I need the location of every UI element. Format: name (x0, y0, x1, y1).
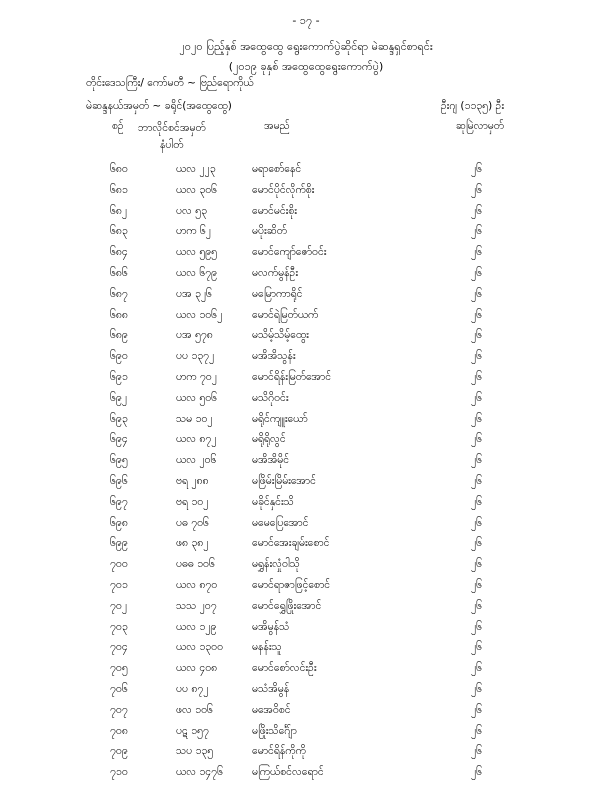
document-title: ၂၀၂၀ ပြည့်နှစ် အထွေထွေ ရွေးကောက်ပွဲဆိုင်ရာ မဲဆန္ဒရှင်စာရင်း (179, 40, 433, 53)
table-row (0, 725, 612, 746)
table-row (0, 329, 612, 350)
row-number: ၇၀၁ (110, 578, 128, 591)
row-id: ပဓ ၇၀၆ (176, 516, 209, 529)
row-number: ၆၉၅ (110, 454, 128, 467)
row-code: ၂၆ (471, 246, 483, 259)
row-name: မောင်ကျော်ဇော်ဝင်း (252, 246, 327, 259)
row-name: မောင်ရိန်းမြတ်အောင် (252, 370, 332, 383)
row-id: ပအ ၃၂၆ (176, 287, 212, 300)
table-row (0, 496, 612, 517)
table-row (0, 600, 612, 621)
row-name: မခိုင်နှင်းသိ (252, 495, 294, 508)
row-name: မရွှန်းလှုံဝါသို (252, 558, 300, 571)
row-name: မသိဂိုဝင်း (252, 391, 289, 404)
row-name: မဖြိုးသိင်္ဂျော် (252, 724, 297, 737)
row-id: ယလ ၈၇၀ (176, 578, 218, 591)
table-row (0, 288, 612, 309)
table-row (0, 745, 612, 766)
table-row (0, 662, 612, 683)
row-number: ၆၉၀ (110, 350, 128, 363)
row-number: ၆၉၁ (110, 370, 128, 383)
row-number: ၆၈၈ (110, 308, 128, 321)
table-row (0, 641, 612, 662)
row-number: ၆၉၃ (110, 412, 128, 425)
table-row (0, 309, 612, 330)
table-row (0, 558, 612, 579)
row-number: ၇၀၈ (110, 724, 128, 737)
row-id: သမ ၁၀၂ (176, 412, 213, 425)
row-id: ပပ ၈၇၂ (176, 682, 209, 695)
total-count: ဦးဂျ (၁၁၃၅) ဦး (440, 100, 504, 112)
row-name: မောင်မင်းစိုး (252, 204, 297, 217)
row-name: မရိုရိုလွင် (252, 433, 286, 446)
row-id: ပဋ ၁၅၇ (176, 724, 209, 737)
row-number: ၆၈၁ (110, 183, 128, 196)
row-code: ၂၆ (471, 662, 483, 675)
table-row (0, 433, 612, 454)
row-code: ၂၆ (471, 516, 483, 529)
row-name: မောင်ရာဇာဖြင့်စောင် (252, 578, 331, 591)
row-id: ယလ ၆၇၉ (176, 266, 218, 279)
row-id: ပပ ၁၃၇၂ (176, 350, 215, 363)
row-id: ယလ ၅၉၅ (176, 246, 218, 259)
row-number: ၆၈၇ (110, 287, 128, 300)
row-code: ၂၆ (471, 329, 483, 342)
row-id: ဟက ၇၀၂ (176, 370, 217, 383)
row-number: ၇၁၀ (110, 766, 128, 779)
row-code: ၂၆ (471, 183, 483, 196)
row-id: ယလ ၁၂၉ (176, 620, 217, 633)
row-number: ၆၉၆ (110, 474, 128, 487)
header-id-sub: နံပါတ် (160, 139, 184, 151)
row-name: မောင်ပိုင်လိုက်စိုး (252, 183, 315, 196)
row-code: ၂၆ (471, 370, 483, 383)
row-number: ၆၉၇ (110, 495, 128, 508)
row-number: ၆၈၀ (110, 163, 128, 175)
row-number: ၆၈၂ (110, 204, 128, 217)
row-number: ၇၀၅ (110, 662, 128, 675)
row-code: ၂၆ (471, 204, 483, 217)
table-row (0, 246, 612, 267)
row-number: ၇၀၃ (110, 620, 128, 633)
row-name: မသိမ့်သိမ့်ထွေး (252, 329, 309, 342)
row-code: ၂၆ (471, 682, 483, 695)
table-row (0, 392, 612, 413)
row-code: ၂၆ (471, 163, 483, 175)
row-code: ၂၆ (471, 391, 483, 404)
row-id: ယလ ၅၀၆ (176, 391, 218, 404)
table-row (0, 350, 612, 371)
table-row (0, 766, 612, 787)
row-code: ၂၆ (471, 308, 483, 321)
table-row (0, 704, 612, 725)
row-number: ၆၈၉ (110, 329, 128, 342)
table-row (0, 413, 612, 434)
row-id: ယလ ၂၀၆ (176, 454, 217, 467)
table-row (0, 517, 612, 538)
table-row (0, 475, 612, 496)
row-name: မမေပြေအောင် (252, 516, 309, 529)
table-row (0, 163, 612, 184)
row-code: ၂၆ (471, 495, 483, 508)
row-id: ဟက ၆၂ (176, 225, 211, 238)
row-id: သသ ၂၀၇ (176, 599, 217, 612)
page-number: - ၁၇ - (292, 14, 320, 27)
row-code: ၂၆ (471, 474, 483, 487)
row-code: ၂၆ (471, 350, 483, 363)
row-name: မပိုးဆိတ် (252, 225, 288, 238)
table-row (0, 621, 612, 642)
row-number: ၇၀၄ (110, 641, 128, 654)
row-code: ၂၆ (471, 225, 483, 238)
row-number: ၆၈၄ (110, 246, 128, 259)
row-id: ယလ ၂၂၃ (176, 163, 216, 175)
row-code: ၂၆ (471, 745, 483, 758)
row-id: ပလ ၅၃ (176, 204, 207, 217)
row-id: သပ ၁၃၅ (176, 745, 214, 758)
row-code: ၂၆ (471, 724, 483, 737)
row-name: မအိအိသွန်း (252, 350, 296, 363)
row-number: ၇၀၂ (110, 599, 127, 612)
row-name: မမြောကာရိုင် (252, 287, 303, 300)
row-name: မလက်မွန်ဦး (252, 266, 299, 279)
row-code: ၂၆ (471, 620, 483, 633)
row-id: ဖလ ၁၀၆ (176, 703, 213, 716)
row-number: ၇၀၉ (110, 745, 128, 758)
header-name: အမည် (264, 120, 290, 132)
row-number: ၇၀၀ (110, 558, 128, 571)
row-name: မောင်အေးချမ်းစောင် (252, 537, 330, 550)
table-row (0, 184, 612, 205)
row-code: ၂၆ (471, 558, 483, 571)
row-id: ပဓဓ ၁၀၆ (176, 558, 215, 571)
row-name: မောင်ရွှေဖြိုးအောင် (252, 599, 322, 612)
table-row (0, 579, 612, 600)
table-row (0, 537, 612, 558)
row-id: ဖ၈ ၃၈၂ (176, 537, 209, 550)
table-row (0, 683, 612, 704)
row-code: ၂၆ (471, 703, 483, 716)
row-code: ၂၆ (471, 641, 483, 654)
document-subtitle: (၂၀၁၉ ခုနှစ် အထွေထွေရွေးကောက်ပွဲ) (228, 60, 384, 73)
row-number: ၇၀၇ (110, 703, 128, 716)
row-code: ၂၆ (471, 433, 483, 446)
row-name: မရာစော်နေင် (252, 163, 302, 175)
table-row (0, 371, 612, 392)
row-name: မသံအိမွန် (252, 682, 290, 695)
row-code: ၂၆ (471, 599, 483, 612)
row-number: ၇၀၆ (110, 682, 128, 695)
row-number: ၆၉၉ (110, 537, 128, 550)
row-id: ယလ ၁၃၀၀ (176, 641, 223, 654)
row-id: ဗရ ၂၈၈ (176, 474, 209, 487)
constituency-label: မဲဆန္ဒနယ်အမှတ် ~ ခရိုင်(အထွေထွေ) (86, 100, 232, 112)
row-id: ပအ ၅၇၈ (176, 329, 213, 342)
row-number: ၆၉၂ (110, 391, 127, 404)
row-name: မောင်စော်လင်းဦး (252, 662, 317, 675)
row-id: ယလ ၄၀၈ (176, 662, 218, 675)
table-row (0, 205, 612, 226)
row-name: မောင်ရိန်ကိုကို (252, 745, 306, 758)
row-number: ၆၈၃ (110, 225, 128, 238)
table-row (0, 454, 612, 475)
row-name: မအေဝိစင် (252, 703, 291, 716)
header-id-label: ဘာလိုင်စင်အမှတ် (138, 122, 206, 134)
row-name: မအိအိမိုင် (252, 454, 290, 467)
row-code: ၂၆ (471, 537, 483, 550)
row-code: ၂၆ (471, 266, 483, 279)
row-code: ၂၆ (471, 454, 483, 467)
row-name: မနန်းသူ (252, 641, 282, 654)
row-id: ယလ ၈၇၂ (176, 433, 217, 446)
region-label: တိုင်းဒေသကြီး/ ကော်မတီ ~ ဗြည်ရောကိုယ် (86, 77, 254, 89)
row-code: ၂၆ (471, 287, 483, 300)
row-name: မအိမွန်သံ (252, 620, 290, 633)
row-number: ၆၉၄ (110, 433, 128, 446)
row-code: ၂၆ (471, 578, 483, 591)
row-id: ယလ ၁၄၇၆ (176, 766, 223, 779)
header-right: ဆုမြဲလာမှတ် (455, 120, 504, 132)
row-name: မဖြိမ်းမြိမ်းအောင် (252, 474, 316, 487)
row-code: ၂၆ (471, 412, 483, 425)
row-name: မရိုင်ကျူးယော် (252, 412, 308, 425)
table-row (0, 267, 612, 288)
header-id (138, 120, 206, 154)
row-number: ၆၉၈ (110, 516, 128, 529)
records-list (0, 163, 612, 787)
row-number: ၆၈၆ (110, 266, 128, 279)
row-name: မကြယ်စင်လရောင် (252, 766, 324, 779)
row-name: မောင်ရဲမြတ်ယက် (252, 308, 319, 321)
row-id: ဗရ ၁၀၂ (176, 495, 209, 508)
row-id: ယလ ၁၀၆၂ (176, 308, 223, 321)
header-no: စဉ် (112, 120, 124, 132)
row-id: ယလ ၃၀၆ (176, 183, 218, 196)
table-row (0, 225, 612, 246)
row-code: ၂၆ (471, 766, 483, 779)
